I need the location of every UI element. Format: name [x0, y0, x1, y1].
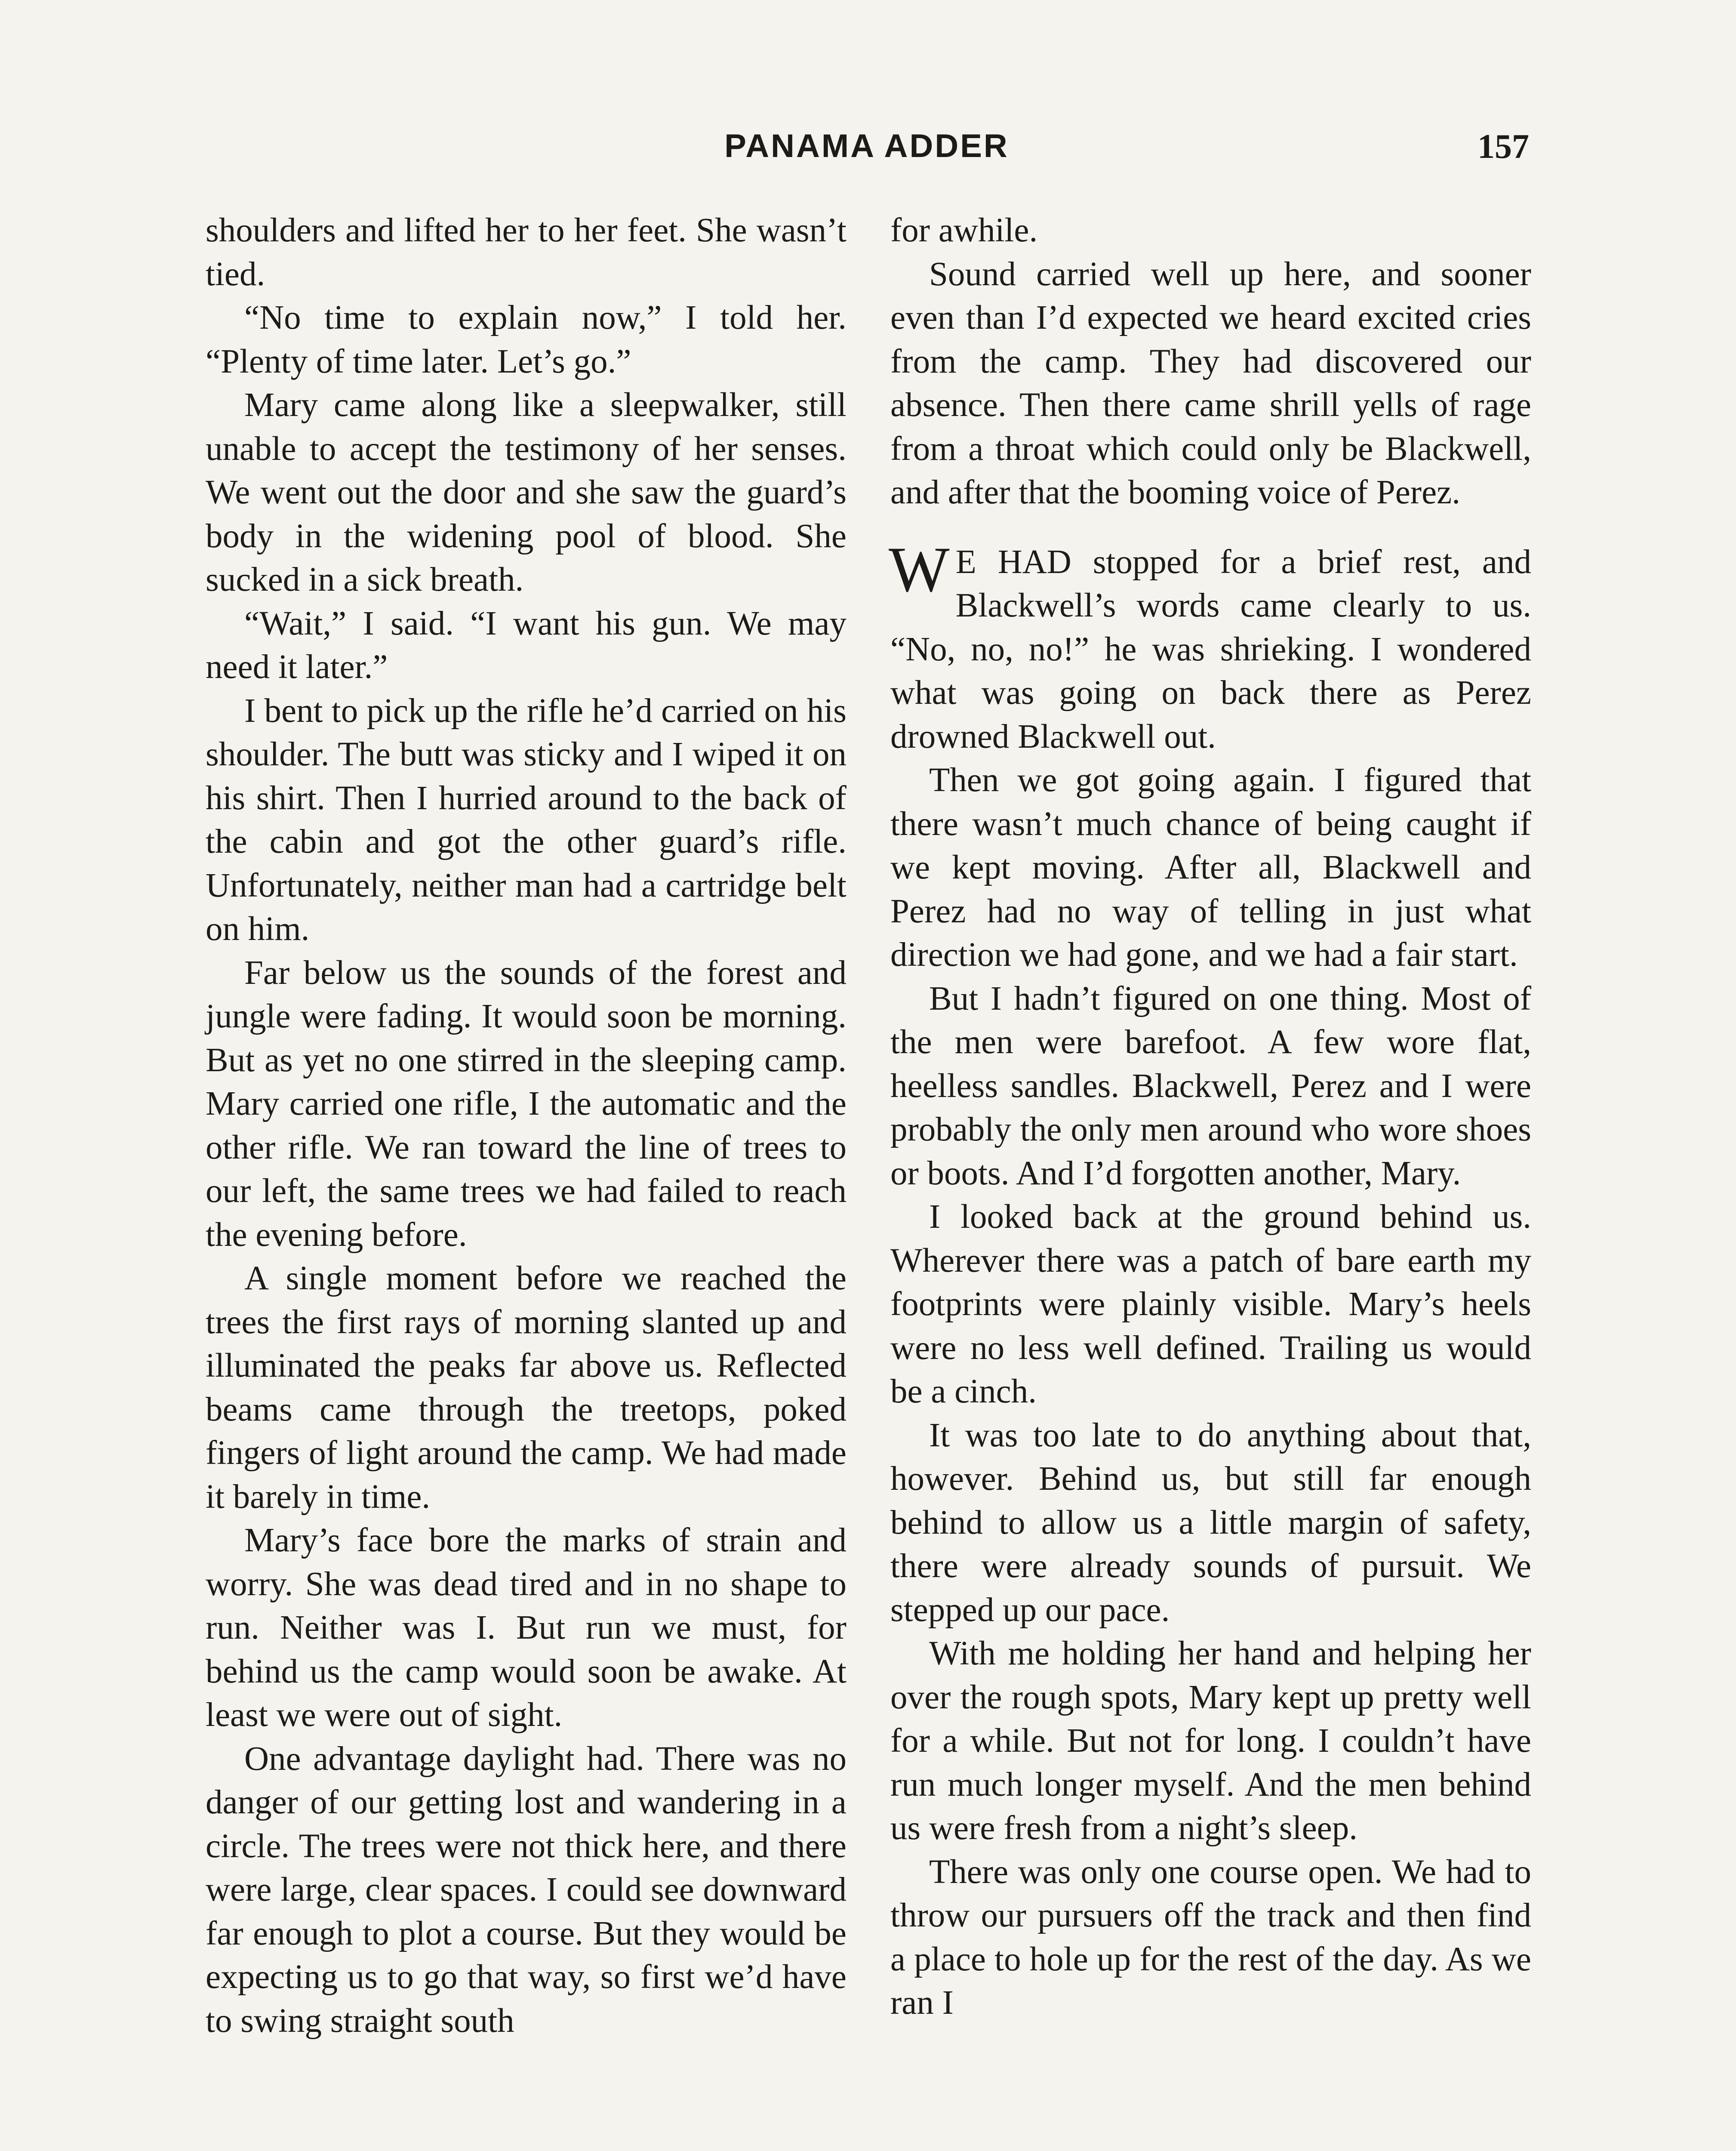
section-first-paragraph	[889, 533, 1531, 759]
paragraph: “Wait,” I said. “I want his gun. We may need it later.”	[206, 604, 846, 686]
paragraph: But I hadn’t figured on one thing. Most of the men were barefoot. A few wore flat, heelless sandles. Blackwell, Perez and I were probably the only men around who wore shoes or boots. And I’d forgotten another, Mary.	[890, 980, 1531, 1192]
paragraph: It was too late to do anything about that, however. Behind us, but still far enough behind to allow us a little margin of safety, there were already sounds of pursuit. We stepped up our pace.	[890, 1416, 1531, 1629]
paragraph: I looked back at the ground behind us. Wherever there was a patch of bare earth my footprints were plainly visible. Mary’s heels were no less well defined. Trailing us would be a cinch.	[890, 1198, 1531, 1410]
paragraph: shoulders and lifted her to her feet. She wasn’t tied.	[206, 212, 846, 293]
paragraph: With me holding her hand and helping her over the rough spots, Mary kept up pretty well for a while. But not for long. I couldn’t have run much longer myself. And the men behind us were fresh from a night’s sleep.	[890, 1635, 1531, 1847]
paragraph: Sound carried well up here, and sooner even than I’d expected we heard excited cries from the camp. They had discovered our absence. Then there came shrill yells of rage from a throat which could only be Blackwell, and after that the booming voice of Perez.	[890, 255, 1531, 511]
paragraph: I bent to pick up the rifle he’d carried on his shoulder. The butt was sticky and I wiped it on his shirt. Then I hurried around to the back of the cabin and got the other guard’s rifle. Unfortunately, neither man had a cartridge belt on him.	[206, 692, 846, 948]
page-number: 157	[1477, 128, 1529, 166]
running-title: PANAMA ADDER	[724, 128, 1009, 164]
page-header	[204, 127, 1529, 175]
paragraph: A single moment before we reached the trees the first rays of morning slanted up and illuminated the peaks far above us. Reflected beams came through the treetops, poked fingers of light around the camp. We had made it barely in time.	[206, 1260, 846, 1516]
left-column	[206, 209, 846, 2043]
paragraph: Mary came along like a sleepwalker, still unable to accept the testimony of her senses. We went out the door and she saw the guard’s body in the widening pool of blood. She sucked in a sick breath.	[206, 386, 846, 598]
paragraph: for awhile.	[890, 212, 1038, 249]
paragraph: There was only one course open. We had to throw our pursuers off the track and then find a place to hole up for the rest of the day. As we ran I	[890, 1853, 1531, 2022]
right-column	[890, 209, 1531, 2025]
drop-cap: W	[889, 533, 950, 605]
paragraph: Then we got going again. I figured that there wasn’t much chance of being caught if we kept moving. After all, Blackwell and Perez had no way of telling in just what direction we had gone, and we had a fair start.	[890, 761, 1531, 974]
paragraph: Mary’s face bore the marks of strain and worry. She was dead tired and in no shape to run. Neither was I. But run we must, for behind us the camp would soon be awake. At least we were out of sight.	[206, 1522, 846, 1734]
paragraph: One advantage daylight had. There was no danger of our getting lost and wandering in a circle. The trees were not thick here, and there were large, clear spaces. I could see downward far enough to plot a course. But they would be expecting us to go that way, so first we’d have to swing straight south	[206, 1740, 846, 2040]
section-first-paragraph-text: E HAD stopped for a brief rest, and Blackwell’s words came clearly to us. “No, no, no!” he was shrieking. I wondered what was going on back there as Perez drowned Blackwell out.	[890, 543, 1531, 755]
paragraph: “No time to explain now,” I told her. “Plenty of time later. Let’s go.”	[206, 299, 846, 380]
paragraph: Far below us the sounds of the forest and jungle were fading. It would soon be morning. But as yet no one stirred in the sleeping camp. Mary carried one rifle, I the automatic and the other rifle. We ran toward the line of trees to our left, the same trees we had failed to reach the evening before.	[206, 954, 846, 1254]
